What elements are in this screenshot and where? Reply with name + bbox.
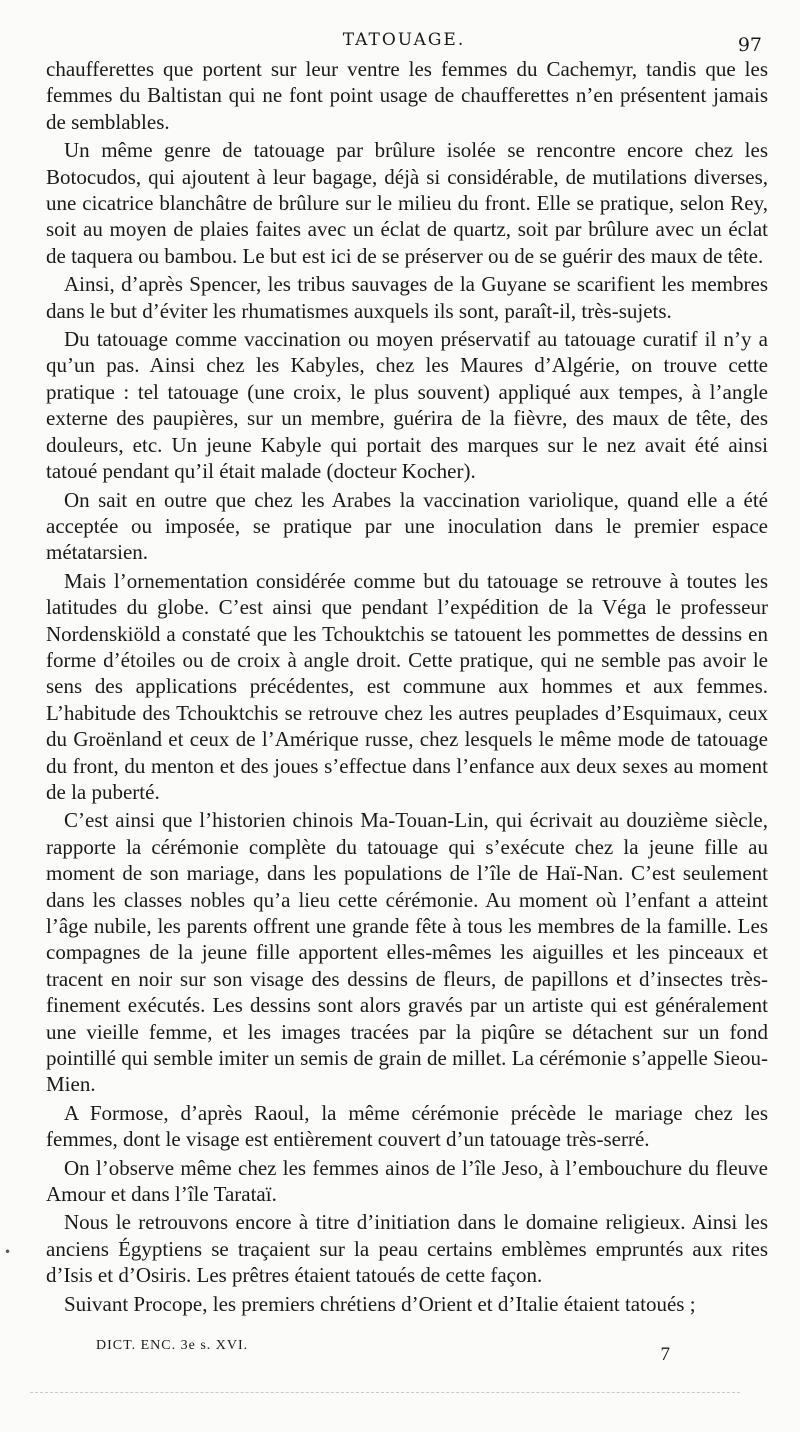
printer-signature: DICT. ENC. 3e s. XVI. bbox=[96, 1338, 249, 1353]
paragraph: On sait en outre que chez les Arabes la vaccination variolique, quand elle a été acceptée ou imposée, se pratique par une inoculation dans le premier espace métatarsien. bbox=[46, 487, 768, 565]
paragraph: A Formose, d’après Raoul, la même cérémonie précède le mariage chez les femmes, dont le visage est entièrement couvert d’un tatouage très-serré. bbox=[46, 1100, 768, 1152]
bottom-scan-rule bbox=[30, 1392, 740, 1393]
paragraph: Du tatouage comme vaccination ou moyen préservatif au tatouage curatif il n’y a qu’un pas. Ainsi chez les Kabyles, chez les Maures d’Algérie, on trouve cette pratique : tel tatouage (une croix, le plus souvent) appliqué aux tempes, à l’angle externe des paupières, sur un membre, guérira de la fièvre, des maux de tête, des douleurs, etc. Un jeune Kabyle qui portait des marques sur le nez avait été ainsi tatoué pendant qu’il était malade (docteur Kocher). bbox=[46, 327, 768, 484]
paragraph: On l’observe même chez les femmes ainos de l’île Jeso, à l’embouchure du fleuve Amour et dans l’île Tarataï. bbox=[46, 1155, 768, 1207]
paragraph: Un même genre de tatouage par brûlure isolée se rencontre encore chez les Botocudos, qui ajoutent à leur bagage, déjà si considérable, de mutilations diverses, une cicatrice blanchâtre de brûlure sur le milieu du front. Elle se pratique, selon Rey, soit au moyen de plaies faites avec un éclat de quartz, soit par brûlure avec un éclat de taquera ou bambou. Le but est ici de se préserver ou de se guérir des maux de tête. bbox=[46, 138, 768, 268]
body-text bbox=[46, 56, 768, 1319]
running-head bbox=[46, 30, 762, 56]
page-footer bbox=[96, 1338, 670, 1365]
margin-dot-mark: • bbox=[4, 1245, 12, 1259]
paragraph: chaufferettes que portent sur leur ventre les femmes du Cachemyr, tandis que les femmes du Baltistan qui ne font point usage de chaufferettes n’en présentent jamais de semblables. bbox=[46, 57, 768, 134]
page-number: 97 bbox=[737, 34, 762, 56]
paragraph: Nous le retrouvons encore à titre d’initiation dans le domaine religieux. Ainsi les anciens Égyptiens se traçaient sur la peau certains emblèmes empruntés aux rites d’Isis et d’Osiris. Les prêtres étaient tatoués de cette façon. bbox=[46, 1210, 768, 1288]
paragraph: Ainsi, d’après Spencer, les tribus sauvages de la Guyane se scarifient les membres dans le but d’éviter les rhumatismes auxquels ils sont, paraît-il, très-sujets. bbox=[46, 272, 768, 323]
signature-number: 7 bbox=[660, 1344, 670, 1365]
paragraph: Suivant Procope, les premiers chrétiens d’Orient et d’Italie étaient tatoués ; bbox=[64, 1291, 696, 1316]
running-title: TATOUAGE. bbox=[342, 30, 466, 50]
paragraph: Mais l’ornementation considérée comme but du tatouage se retrouve à toutes les latitudes du globe. C’est ainsi que pendant l’expédition de la Véga le professeur Nordenskiöld a constaté que les Tchouktchis se tatouent les pommettes de dessins en forme d’étoiles ou de croix à angle droit. Cette pratique, qui ne semble pas avoir le sens des applications précédentes, est commune aux hommes et aux femmes. L’habitude des Tchouktchis se retrouve chez les autres peuplades d’Esquimaux, ceux du Groënland et ceux de l’Amérique russe, chez lesquels le même mode de tatouage du front, du menton et des joues s’effectue dans l’enfance aux deux sexes au moment de la puberté. bbox=[46, 568, 768, 804]
paragraph: C’est ainsi que l’historien chinois Ma-Touan-Lin, qui écrivait au douzième siècle, rapporte la cérémonie complète du tatouage qui s’exécute chez la jeune fille au moment de son mariage, dans les populations de l’île de Haï-Nan. C’est seulement dans les classes nobles qu’a lieu cette cérémonie. Au moment où l’enfant a atteint l’âge nubile, les parents offrent une grande fête à tous les membres de la famille. Les compagnes de la jeune fille apportent elles-mêmes les aiguilles et les pinceaux et tracent en noir sur son visage des dessins de fleurs, de papillons et d’insectes très-finement exécutés. Les dessins sont alors gravés par un artiste qui est généralement une vieille femme, et les images tracées par la piqûre se détachent sur un fond pointillé qui semble imiter un semis de grain de millet. La cérémonie s’appelle Sieou-Mien. bbox=[46, 808, 768, 1097]
